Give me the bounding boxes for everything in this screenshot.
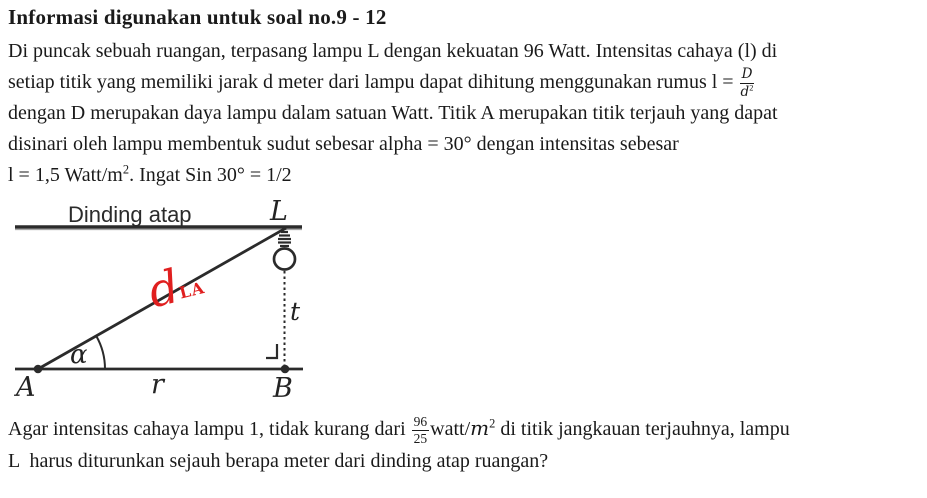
problem-text-5-post: . Ingat Sin 30° = 1/2	[129, 164, 292, 186]
problem-line-5	[8, 160, 778, 191]
lamp-triangle-diagram	[0, 193, 320, 408]
section-title: Informasi digunakan untuk soal no.9 - 12	[8, 5, 387, 29]
question-text-2: L harus diturunkan sejauh berapa meter dari dinding atap ruangan?	[8, 450, 549, 472]
base-label: r	[151, 369, 164, 400]
point-b-dot	[281, 365, 290, 374]
height-label: t	[290, 297, 301, 326]
question-text-1: Agar intensitas cahaya lampu 1, tidak kurang dari	[8, 418, 411, 440]
problem-text-3: dengan D merupakan daya lampu dalam satuan Watt. Titik A merupakan titik terjauh yang dapat	[8, 102, 778, 124]
formula-numerator: D	[741, 66, 753, 82]
angle-label: α	[70, 340, 88, 370]
lamp-bulb	[274, 249, 295, 270]
handwritten-annotation	[143, 253, 209, 319]
ceiling-label: Dinding atap	[68, 202, 192, 227]
right-angle-mark	[266, 344, 277, 358]
question-line-1	[8, 412, 790, 445]
formula-denominator-exponent: 2	[749, 83, 754, 93]
annotation-subscript: LA	[177, 277, 207, 303]
problem-line-4	[8, 129, 778, 160]
lamp-point-label: L	[270, 196, 288, 227]
problem-statement	[8, 36, 778, 191]
point-a-label: A	[16, 372, 36, 403]
angle-arc	[96, 336, 105, 369]
question-fraction-numerator: 96	[413, 414, 428, 430]
problem-text-4: disinari oleh lampu membentuk sudut sebesar alpha = 30° dengan intensitas sebesar	[8, 133, 679, 155]
problem-line-2	[8, 66, 778, 101]
problem-line-3	[8, 98, 778, 129]
question-text-post: di titik jangkauan terjauhnya, lampu	[495, 418, 790, 440]
question-unit-exponent: 2	[489, 416, 496, 431]
question-fraction-denominator: 25	[413, 431, 428, 447]
annotation-letter: d	[142, 258, 185, 319]
point-b-label: B	[273, 373, 293, 404]
question-text-mid: watt/	[430, 418, 471, 440]
question-text	[8, 412, 790, 478]
question-fraction	[412, 414, 430, 446]
formula-denominator-base: d	[740, 84, 750, 101]
question-unit-var: m	[470, 416, 490, 440]
problem-line-1	[8, 36, 778, 67]
lamp-icon	[274, 232, 295, 270]
problem-text-5-exponent: 2	[122, 162, 130, 177]
problem-text-5: l = 1,5 Watt/m	[8, 164, 123, 186]
problem-text-1: Di puncak sebuah ruangan, terpasang lampu L dengan kekuatan 96 Watt. Intensitas cahaya (l) di	[8, 40, 778, 62]
intensity-formula-fraction	[740, 67, 755, 100]
question-line-2	[8, 445, 790, 478]
problem-text-2: setiap titik yang memiliki jarak d meter dari lampu dapat dihitung menggunakan rumus l =	[8, 71, 739, 94]
